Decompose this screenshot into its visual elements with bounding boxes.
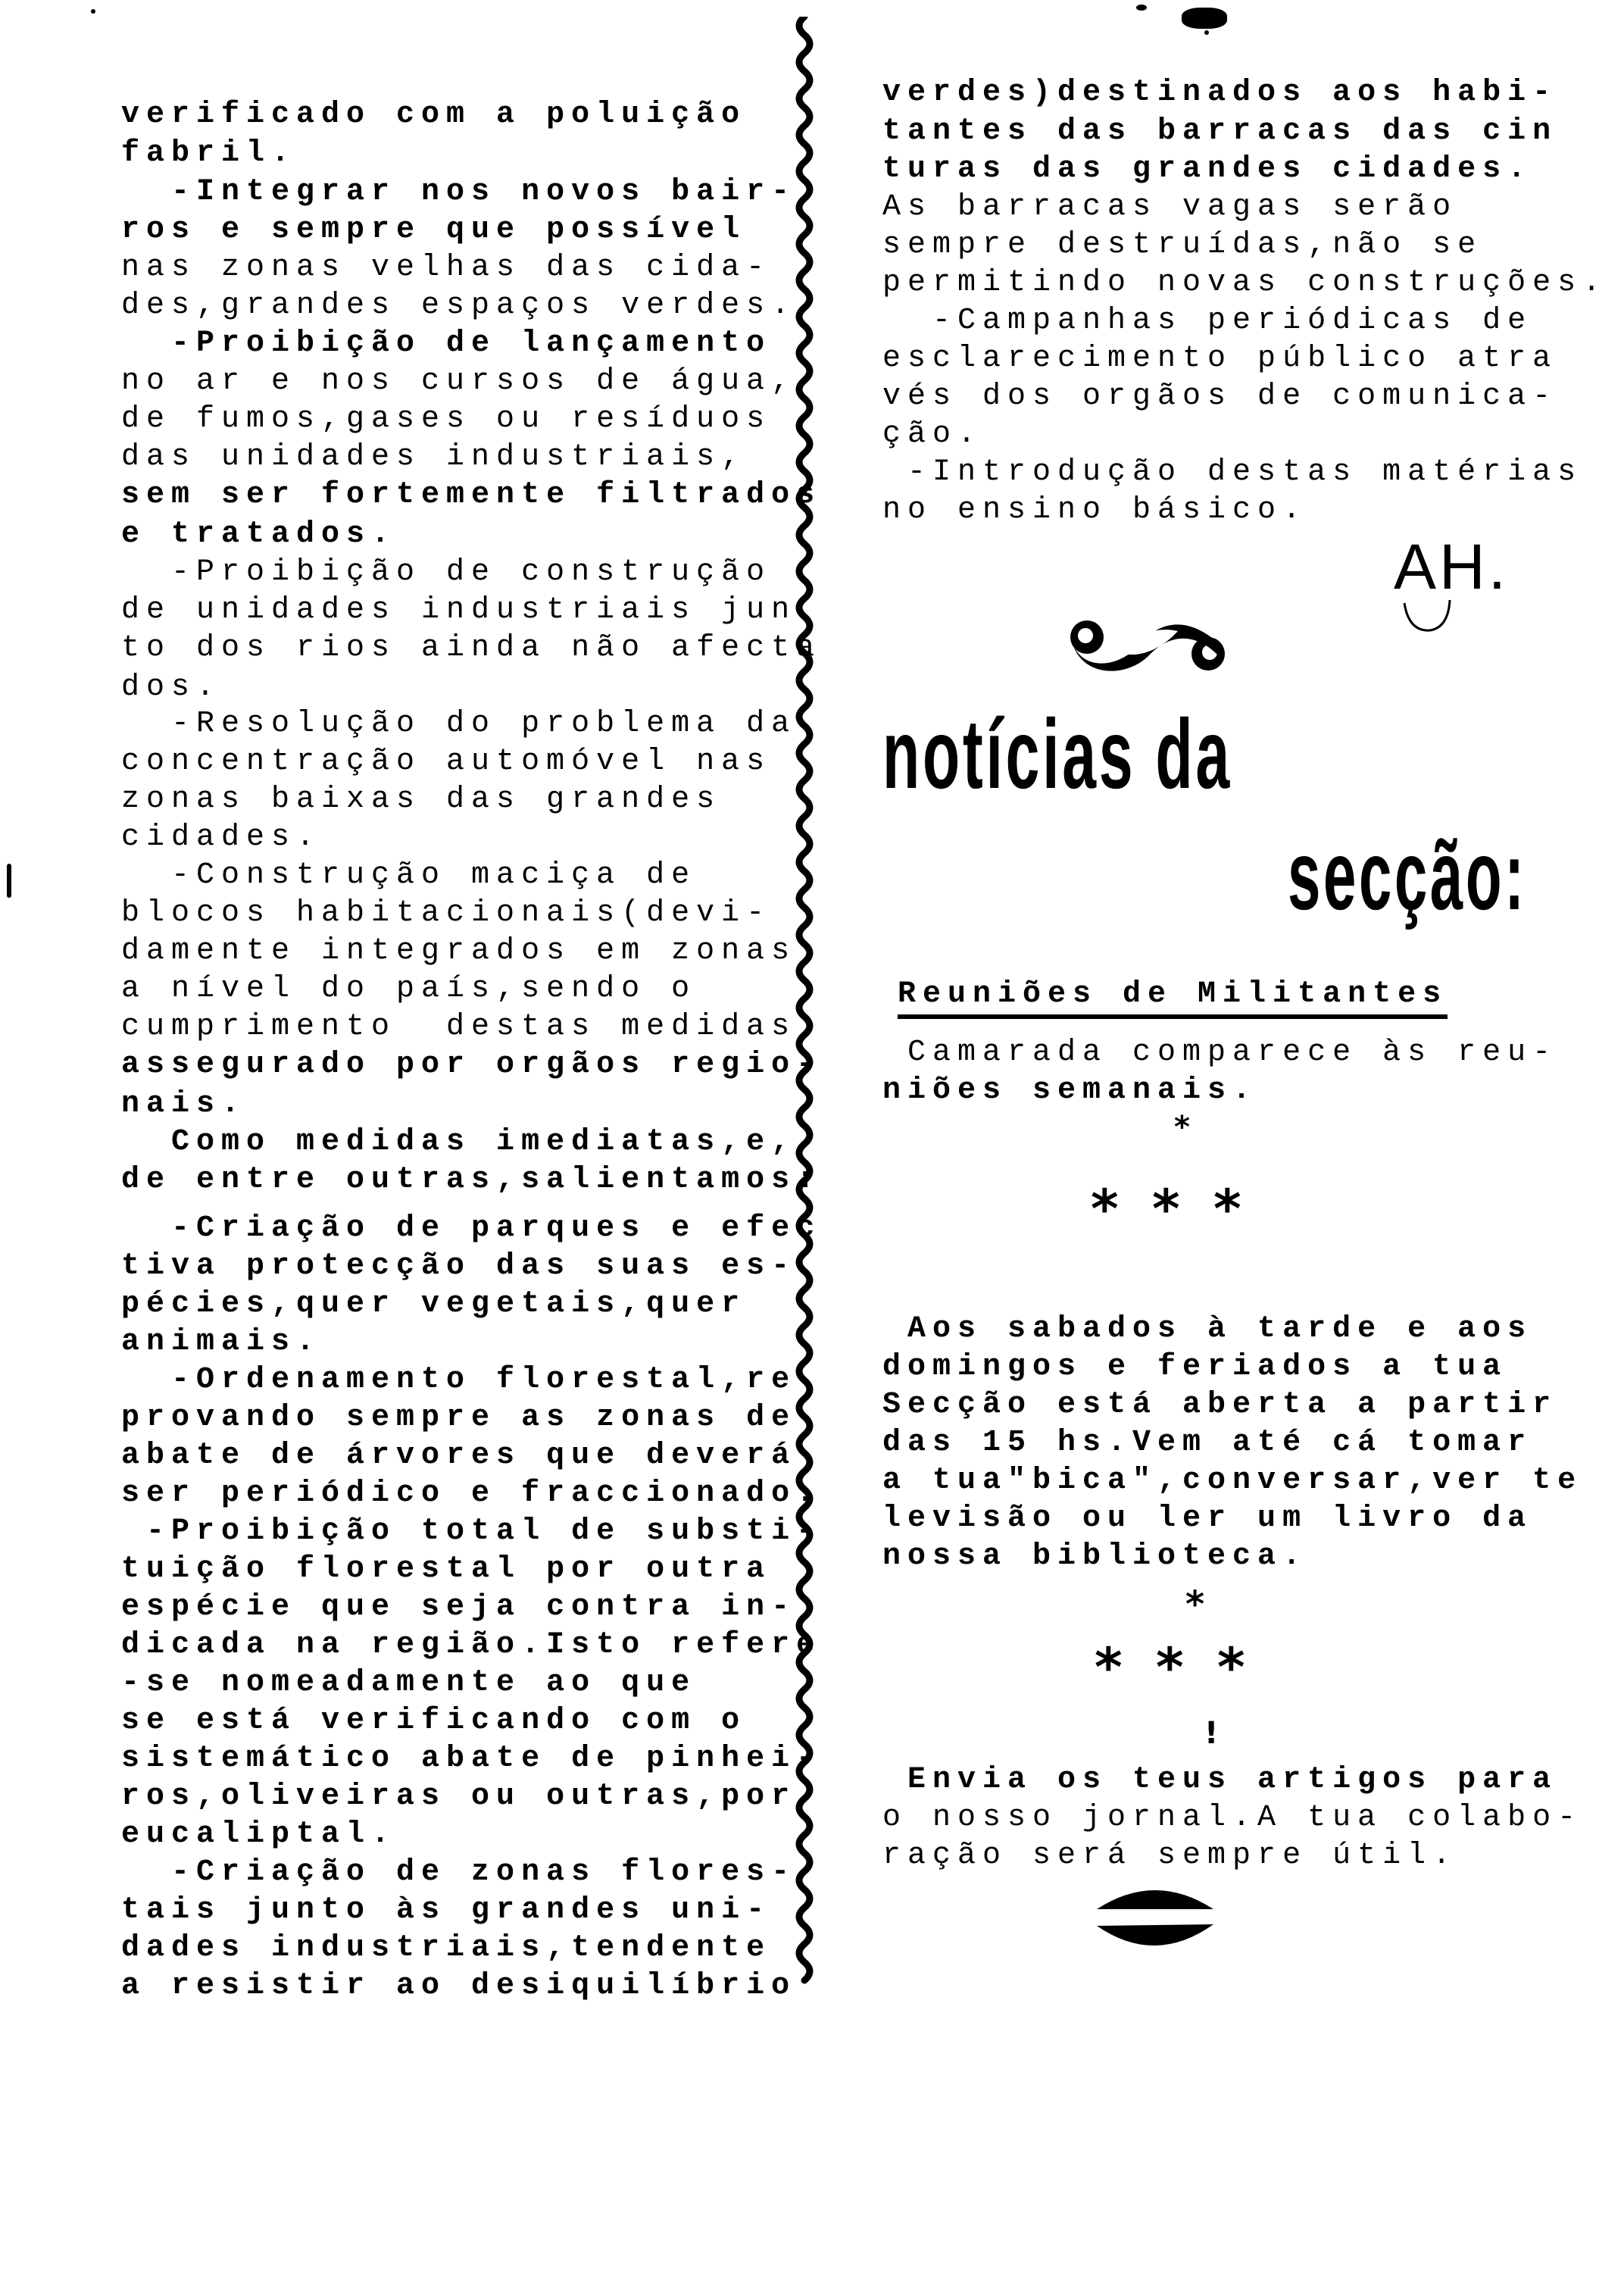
text-line: -Campanhas periódicas de [882,304,1533,338]
text-line: -Criação de zonas flores- [121,1855,797,1889]
text-line: nossa biblioteca. [882,1539,1308,1574]
scroll-ornament-icon [1064,610,1231,678]
text-line: Envia os teus artigos para [882,1763,1558,1797]
text-line: tantes das barracas das cin [882,114,1558,148]
text-line: provando sempre as zonas de [121,1401,797,1435]
asterisk-row-icon: * * * [1095,1636,1253,1699]
text-line: -se nomeadamente ao que [121,1666,697,1700]
text-line: das 15 hs.Vem até cá tomar [882,1426,1533,1460]
text-line: de unidades industriais jun [121,593,797,627]
text-line: cumprimento destas medidas [121,1010,797,1044]
text-line: -Integrar nos novos bair- [121,175,797,209]
exclamation-mark: ! [1204,1716,1219,1751]
asterisk-icon: * [1185,1583,1205,1626]
text-line: tiva protecção das suas es- [121,1249,797,1283]
scan-noise [1182,8,1227,29]
text-line: damente integrados em zonas [121,934,797,968]
text-line: -Proibição de lançamento [121,327,772,361]
text-line: -Resolução do problema da [121,707,797,741]
text-line: -Ordenamento florestal,re [121,1363,797,1397]
text-line: permitindo novas construções. [882,266,1608,300]
text-line: zonas baixas das grandes [121,783,722,817]
text-line: de fumos,gases ou resíduos [121,402,772,436]
text-line: se está verificando com o [121,1704,747,1738]
text-line: verificado com a poluição [121,98,747,132]
text-line: a resistir ao desiquilíbrio [121,1969,797,2003]
text-line: pécies,quer vegetais,quer [121,1287,747,1321]
asterisk-icon: * [1174,1110,1190,1145]
text-line: -Criação de parques e efec [121,1211,822,1246]
text-line: Como medidas imediatas,e, [121,1125,797,1159]
text-line: fabril. [121,136,297,170]
text-line: sem ser fortemente filtrados [121,478,822,512]
text-line: sistemático abate de pinhei- [121,1742,822,1776]
text-line: -Introdução destas matérias [882,455,1583,489]
text-line: no ar e nos cursos de água, [121,364,797,399]
text-line: tuição florestal por outra [121,1552,772,1586]
punch-hole-mark [7,864,11,898]
text-line: de entre outras,salientamos: [121,1163,822,1197]
text-line: cidades. [121,820,322,855]
text-line: domingos e feriados a tua [882,1350,1508,1384]
split-oval-ornament-icon [1091,1879,1220,1955]
text-line: niões semanais. [882,1074,1258,1108]
text-line: Aos sabados à tarde e aos [882,1312,1533,1346]
text-line: sempre destruídas,não se [882,228,1483,262]
text-line: turas das grandes cidades. [882,152,1533,186]
text-line: -Proibição total de substi- [121,1514,822,1549]
text-line: Camarada comparece às reu- [882,1036,1558,1070]
text-line: blocos habitacionais(devi- [121,896,772,930]
text-line: a tua"bica",conversar,ver te [882,1464,1583,1498]
author-signature: AH. [1394,531,1510,602]
text-line: ração será sempre útil. [882,1839,1458,1873]
scan-noise [1136,5,1147,11]
text-line: assegurado por orgãos regio- [121,1048,822,1082]
text-line: concentração automóvel nas [121,745,772,779]
section-title: notícias da [882,699,1232,809]
text-line: des,grandes espaços verdes. [121,289,797,323]
text-line: esclarecimento público atra [882,342,1558,376]
section-title: secção: [1288,820,1527,930]
text-line: eucaliptal. [121,1817,397,1852]
text-line: tais junto às grandes uni- [121,1893,772,1927]
text-line: -Construção maciça de [121,858,697,892]
text-line: dades industriais,tendente [121,1931,772,1965]
text-line: abate de árvores que deverá [121,1439,797,1473]
wavy-column-divider [788,17,818,1986]
text-line: As barracas vagas serão [882,190,1458,224]
text-line: ção. [882,417,983,452]
text-line: a nível do país,sendo o [121,972,697,1006]
text-line: ser periódico e fraccionado. [121,1477,822,1511]
signature-flourish [1401,599,1454,636]
text-line: to dos rios ainda não afecta [121,631,822,665]
text-line: o nosso jornal.A tua colabo- [882,1801,1583,1835]
scan-noise [91,9,95,14]
asterisk-row-icon: * * * [1091,1178,1249,1240]
scan-noise [1204,30,1209,35]
text-line: -Proibição de construção [121,555,772,589]
text-line: vés dos orgãos de comunica- [882,380,1558,414]
text-line: espécie que seja contra in- [121,1590,797,1624]
text-line: no ensino básico. [882,493,1308,527]
text-line: e tratados. [121,517,397,552]
text-line: nas zonas velhas das cida- [121,251,772,285]
text-line: Secção está aberta a partir [882,1388,1558,1422]
meetings-heading: Reuniões de Militantes [898,977,1448,1019]
text-line: verdes)destinados aos habi- [882,76,1558,110]
text-line: nais. [121,1087,247,1121]
text-line: animais. [121,1325,322,1359]
text-line: ros,oliveiras ou outras,por [121,1780,797,1814]
text-line: ros e sempre que possível [121,213,747,247]
text-line: levisão ou ler um livro da [882,1502,1533,1536]
text-line: dicada na região.Isto refere [121,1628,822,1662]
text-line: dos. [121,670,222,705]
text-line: das unidades industriais, [121,440,747,474]
